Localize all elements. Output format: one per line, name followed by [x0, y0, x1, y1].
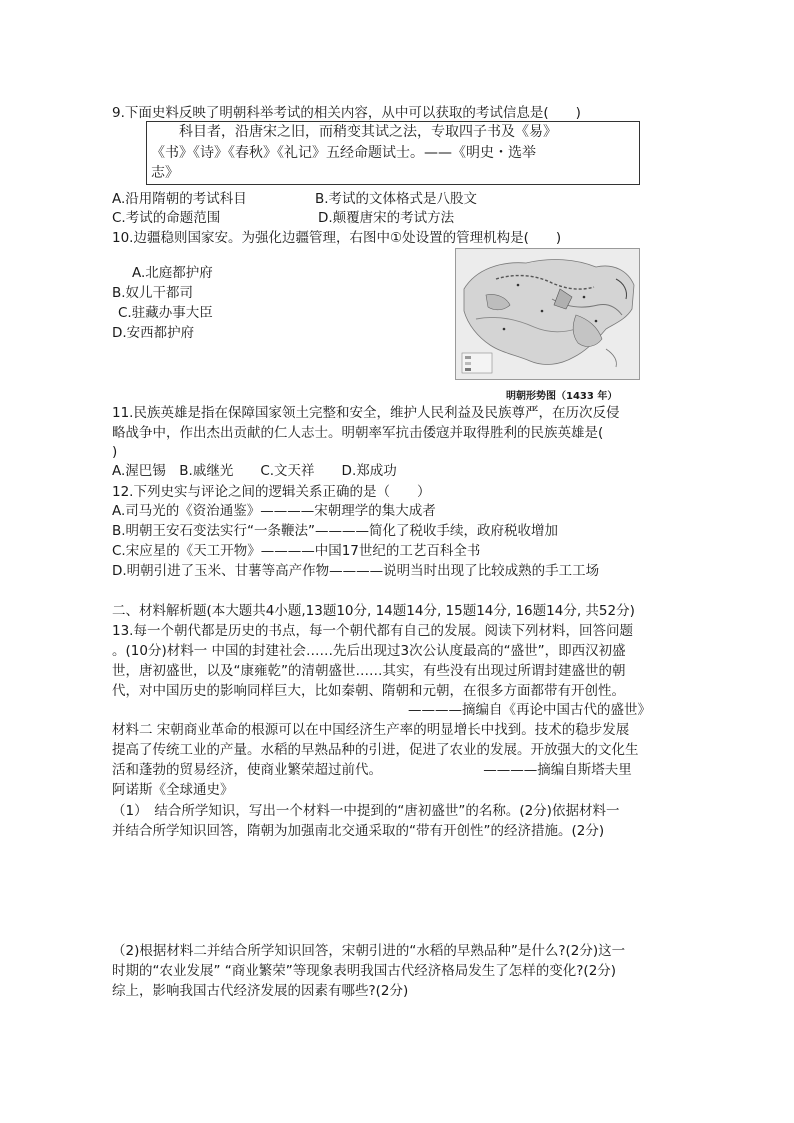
q13-line-7: 提高了传统工业的产量。水稻的早熟品种的引进，促进了农业的发展。开放强大的文化生: [112, 742, 639, 758]
q13-sub2-line-2: 时期的“农业发展” “商业繁荣”等现象表明我国古代经济格局发生了怎样的变化?(2分): [112, 963, 617, 979]
q13-line-2: 。(10分)材料一 中国的封建社会……先后出现过3次公认度最高的“盛世”，即西汉初盛: [112, 643, 626, 659]
q13-sub1-line-2: 并结合所学知识回答，隋朝为加强南北交通采取的“带有开创性”的经济措施。(2分): [112, 823, 605, 839]
q13-line-1: 13.每一个朝代都是历史的书点，每一个朝代都有自己的发展。阅读下列材料，回答问题: [112, 623, 633, 639]
q10-option-d: D.安西都护府: [112, 325, 195, 341]
q9-quote-line-3: 志》: [151, 165, 179, 181]
ming-dynasty-map-image: [455, 248, 640, 380]
q13-sub1-line-1: （1） 结合所学知识，写出一个材料一中提到的“唐初盛世”的名称。(2分)依据材料一: [112, 803, 620, 819]
q11-stem-line-3: ): [112, 444, 118, 460]
q10-option-c: C.驻藏办事大臣: [118, 305, 213, 321]
q13-line-6: 材料二 宋朝商业革命的根源可以在中国经济生产率的明显增长中找到。技术的稳步发展: [112, 722, 630, 738]
map-graphic: [456, 249, 639, 379]
q9-quote-line-1: 科目者，沿唐宋之旧，而稍变其试之法，专取四子书及《易》: [179, 124, 557, 140]
q13-line-4: 代，对中国历史的影响同样巨大，比如秦朝、隋朝和元朝，在很多方面都带有开创性。: [112, 683, 625, 699]
q11-stem-line-2: 略战争中，作出杰出贡献的仁人志士。明朝率军抗击倭寇并取得胜利的民族英雄是(: [112, 425, 604, 441]
q9-stem: 9.下面史料反映了明朝科举考试的相关内容，从中可以获取的考试信息是( ): [112, 105, 581, 121]
section-2-heading: 二、材料解析题(本大题共4小题,13题10分, 14题14分, 15题14分, 16题14分, 共52分): [112, 603, 635, 619]
q13-line-8: 活和蓬勃的贸易经济，使商业繁荣超过前代。 ————摘编自斯塔夫里: [112, 762, 632, 778]
q10-option-b: B.奴儿干都司: [112, 285, 194, 301]
q12-option-c: C.宋应星的《天工开物》————中国17世纪的工艺百科全书: [112, 543, 481, 559]
q11-stem-line-1: 11.民族英雄是指在保障国家领土完整和安全，维护人民利益及民族尊严，在历次反侵: [112, 405, 620, 421]
q13-sub2-line-3: 综上，影响我国古代经济发展的因素有哪些?(2分): [112, 983, 409, 999]
q12-stem: 12.下列史实与评论之间的逻辑关系正确的是（ ）: [112, 484, 431, 500]
q10-stem: 10.边疆稳则国家安。为强化边疆管理，右图中①处设置的管理机构是( ): [112, 230, 562, 246]
q13-source-2: 阿诺斯《全球通史》: [112, 782, 234, 798]
q13-sub2-line-1: （2)根据材料二并结合所学知识回答，宋朝引进的“水稻的早熟品种”是什么?(2分)这一: [112, 943, 626, 959]
q9-source-quote-box: [146, 121, 640, 185]
map-caption: 明朝形势图（1433 年）: [506, 391, 618, 402]
q9-option-c: C.考试的命题范围: [112, 210, 221, 226]
q9-quote-line-2: 《书》《诗》《春秋》《礼记》五经命题试士。——《明史・选举: [151, 145, 536, 161]
q13-line-3: 世，唐初盛世，以及“康雍乾”的清朝盛世……其实，有些没有出现过所谓封建盛世的朝: [112, 663, 626, 679]
q9-option-d: D.颠覆唐宋的考试方法: [318, 210, 455, 226]
q9-option-a: A.沿用隋朝的考试科目: [112, 191, 247, 207]
q11-options: A.渥巴锡 B.戚继光 C.文天祥 D.郑成功: [112, 463, 397, 479]
q9-option-b: B.考试的文体格式是八股文: [315, 191, 478, 207]
q13-source-1: ————摘编自《再论中国古代的盛世》: [408, 702, 651, 718]
q10-option-a: A.北庭都护府: [132, 265, 213, 281]
q12-option-a: A.司马光的《资治通鉴》————宋朝理学的集大成者: [112, 503, 436, 519]
q12-option-d: D.明朝引进了玉米、甘薯等高产作物————说明当时出现了比较成熟的手工工场: [112, 563, 600, 579]
q12-option-b: B.明朝王安石变法实行“一条鞭法”————简化了税收手续，政府税收增加: [112, 523, 559, 539]
